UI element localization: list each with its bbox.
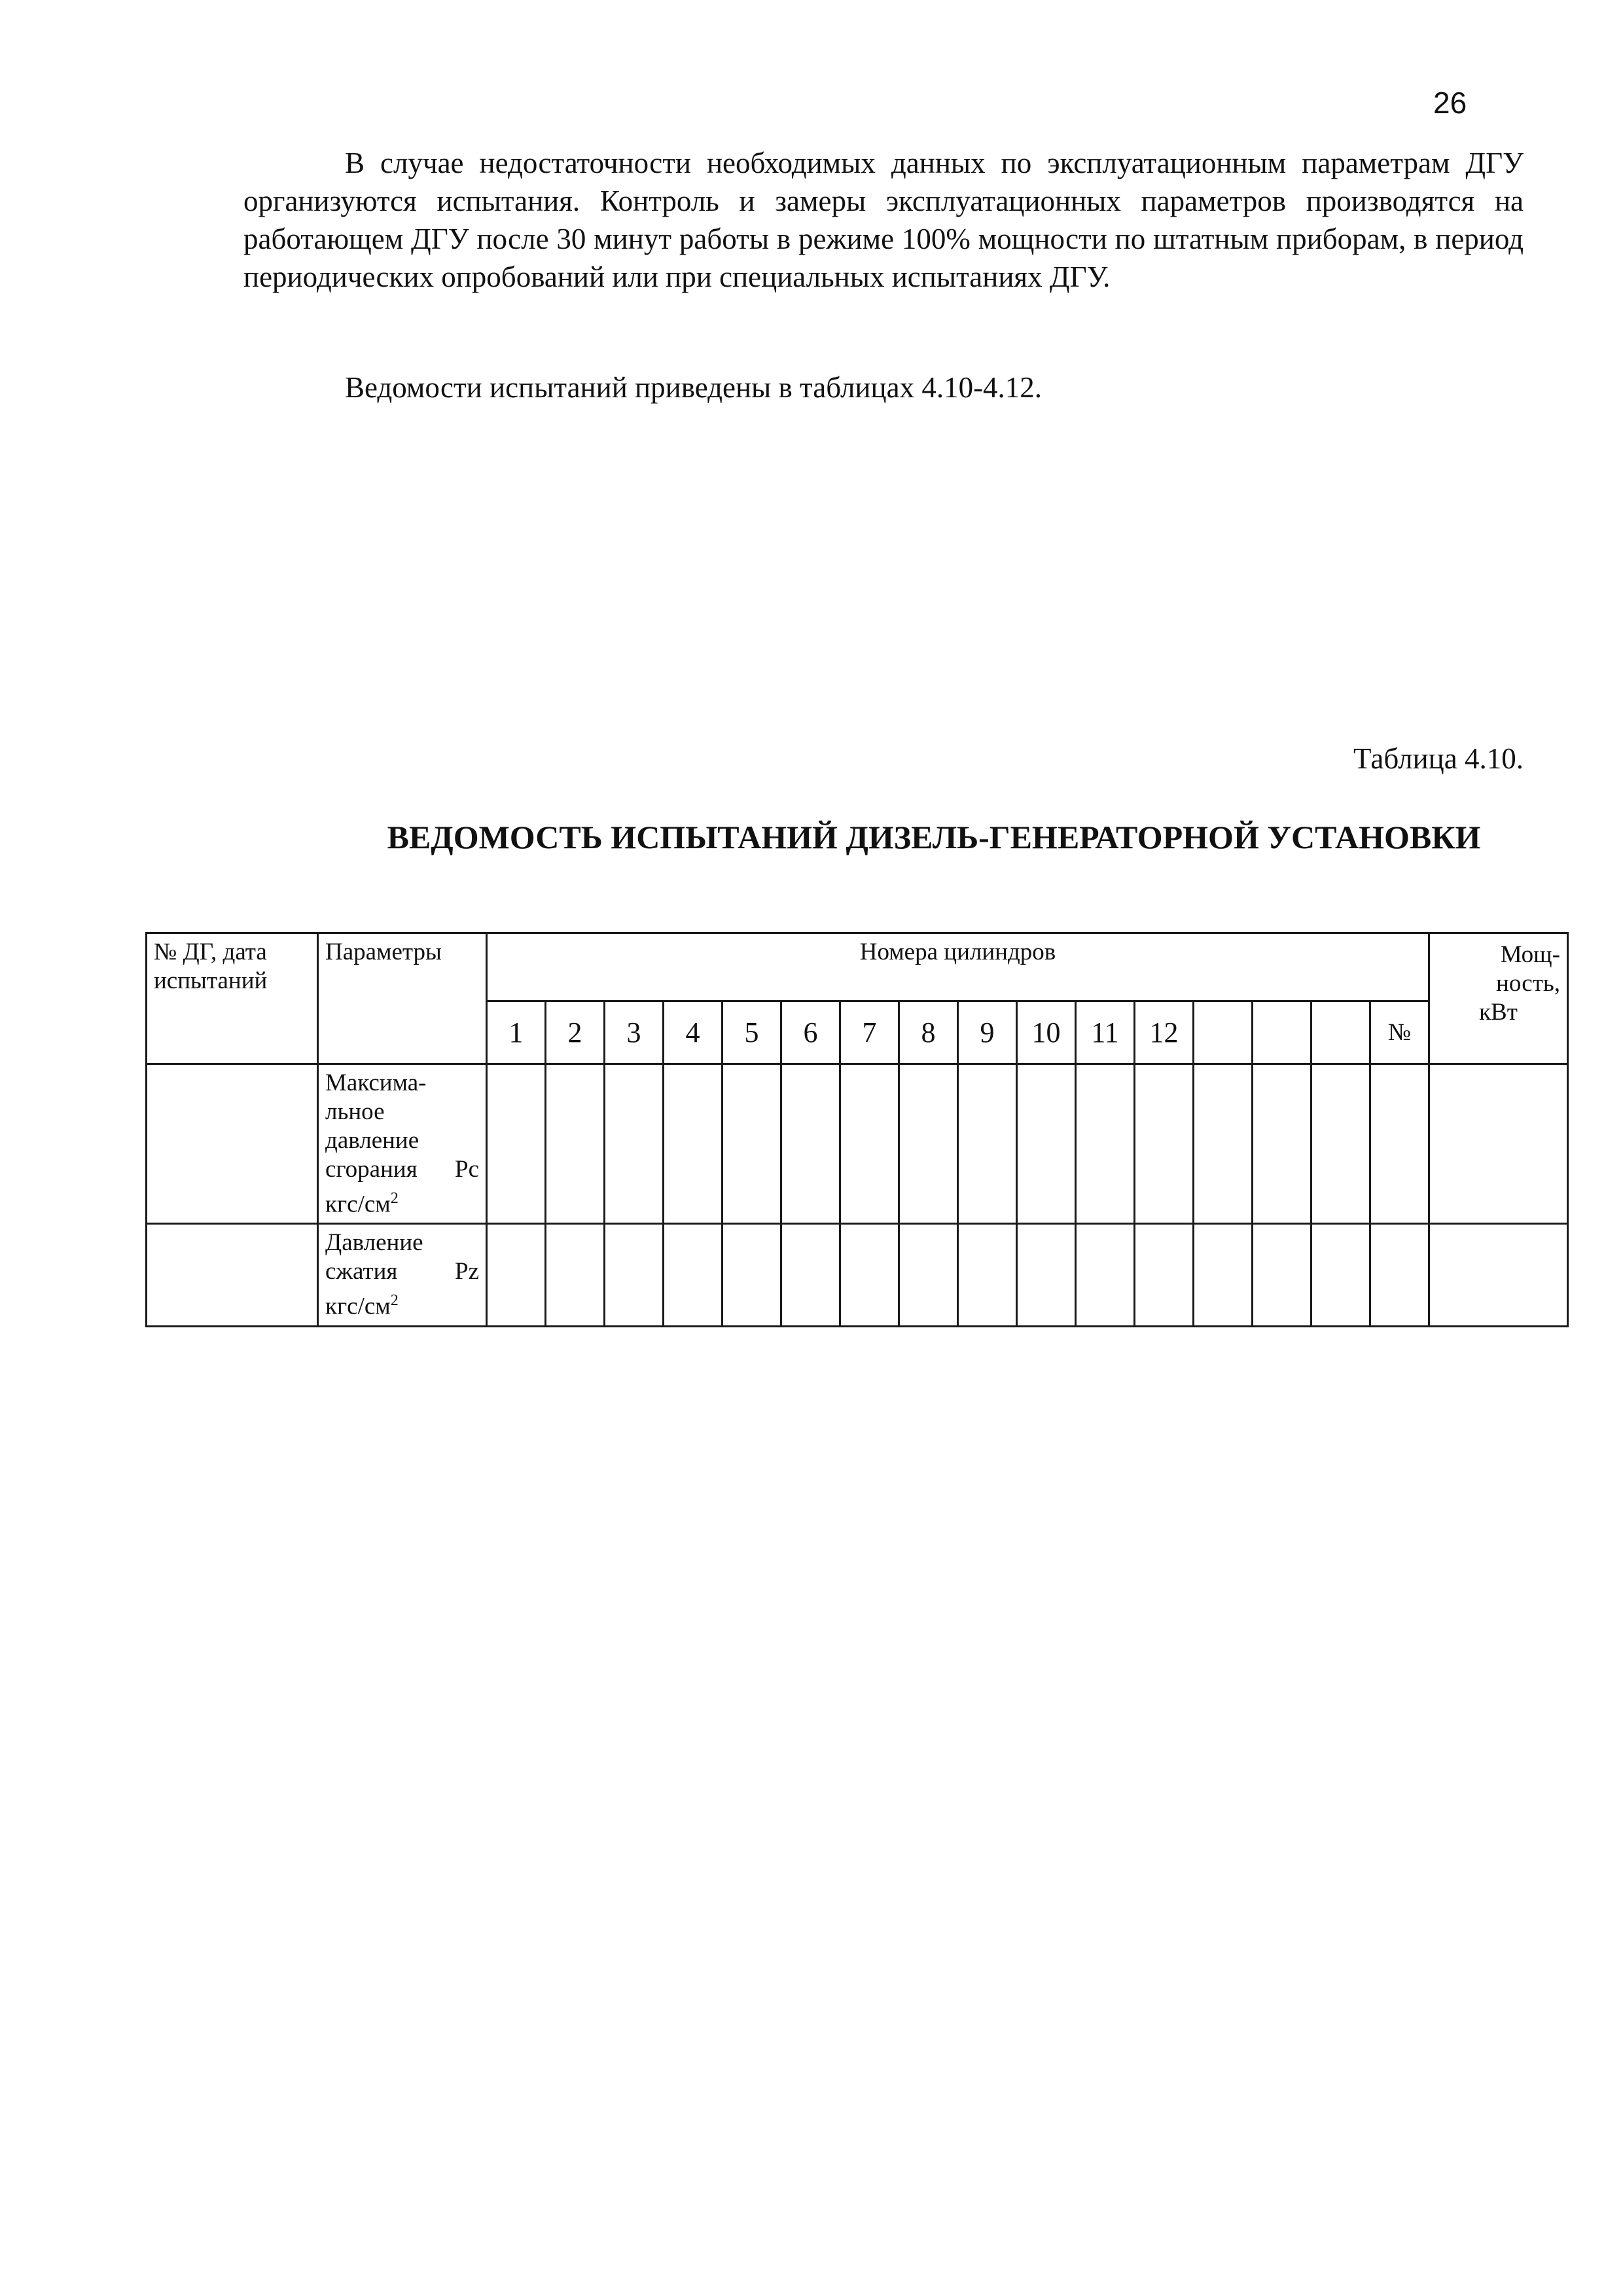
power-cell: [1429, 1224, 1568, 1326]
header-dg-date: № ДГ, дата испытаний: [147, 933, 318, 1064]
param-line: [325, 1155, 479, 1184]
param-text: Рс: [455, 1156, 479, 1183]
param-text: Pz: [455, 1258, 479, 1285]
data-cell: [1370, 1224, 1429, 1326]
table-title: ВЕДОМОСТЬ ИСПЫТАНИЙ ДИЗЕЛЬ-ГЕНЕРАТОРНОЙ УСТАНОВКИ: [387, 819, 1481, 855]
header-power-line1: Мощ-: [1500, 941, 1560, 968]
data-cell: [1311, 1064, 1370, 1224]
param-text: кгс/см: [325, 1191, 391, 1218]
data-cell: [605, 1224, 664, 1326]
data-cell: [1017, 1224, 1076, 1326]
param-line: [325, 1257, 479, 1286]
param-unit: [325, 1286, 479, 1321]
header-parameters: Параметры: [318, 933, 487, 1064]
cylinder-number: 1: [487, 1001, 546, 1064]
data-cell: [605, 1064, 664, 1224]
cylinder-number: 3: [605, 1001, 664, 1064]
cylinder-number: 2: [546, 1001, 605, 1064]
header-power-line2: ность,: [1496, 970, 1560, 997]
data-cell: [722, 1224, 781, 1326]
header-cylinders: Номера цилиндров: [487, 933, 1429, 1001]
cylinder-number: 8: [899, 1001, 958, 1064]
param-text: сгорания: [325, 1156, 418, 1183]
data-cell: [1076, 1224, 1135, 1326]
cylinder-number: [1194, 1001, 1253, 1064]
table-caption: Таблица 4.10.: [1353, 742, 1524, 775]
data-cell: [1194, 1064, 1253, 1224]
parameter-cell: [318, 1224, 487, 1326]
body-paragraph-2: Ведомости испытаний приведены в таблицах 4.10-4.12.: [345, 371, 1043, 404]
data-cell: [1370, 1064, 1429, 1224]
data-cell: [664, 1064, 722, 1224]
param-unit: [325, 1184, 479, 1219]
param-text: льное: [325, 1098, 385, 1125]
data-cell: [487, 1064, 546, 1224]
data-cell: [664, 1224, 722, 1326]
data-cell: [1076, 1064, 1135, 1224]
param-superscript: 2: [390, 1292, 399, 1310]
body-paragraph-1: В случае недостаточности необходимых данных по эксплуатационным параметрам ДГУ организуются испытания. Контроль и замеры эксплуатационных параметров производятся на работающем ДГУ после 30 минут работы в режиме 100% мощности по штатным приборам, в период периодических опробований или при специальных испытаниях ДГУ.: [243, 147, 1524, 293]
data-cell: [1194, 1224, 1253, 1326]
power-cell: [1429, 1064, 1568, 1224]
param-text: давление: [325, 1127, 419, 1154]
data-cell: [1253, 1064, 1311, 1224]
param-superscript: 2: [390, 1190, 399, 1207]
test-record-table: [145, 932, 1569, 1327]
cylinder-number: 7: [840, 1001, 899, 1064]
data-cell: [958, 1064, 1017, 1224]
cylinder-number: 5: [722, 1001, 781, 1064]
data-cell: [781, 1064, 840, 1224]
data-cell: [840, 1224, 899, 1326]
table-row: [147, 1224, 1568, 1326]
cylinder-number: [1311, 1001, 1370, 1064]
data-cell: [546, 1064, 605, 1224]
cylinder-number: 4: [664, 1001, 722, 1064]
data-cell: [722, 1064, 781, 1224]
cylinder-number: №: [1370, 1001, 1429, 1064]
cylinder-number: 12: [1135, 1001, 1194, 1064]
data-cell: [1253, 1224, 1311, 1326]
data-cell: [1311, 1224, 1370, 1326]
data-cell: [781, 1224, 840, 1326]
cylinder-number: 6: [781, 1001, 840, 1064]
data-cell: [840, 1064, 899, 1224]
data-cell: [1135, 1224, 1194, 1326]
page-number: 26: [1433, 86, 1467, 120]
param-text: сжатия: [325, 1258, 398, 1285]
header-power-line3: кВт: [1479, 999, 1518, 1026]
header-power: [1429, 933, 1568, 1064]
data-cell: [899, 1064, 958, 1224]
data-cell: [546, 1224, 605, 1326]
param-text: Давление: [325, 1229, 423, 1257]
data-cell: [1017, 1064, 1076, 1224]
data-cell: [487, 1224, 546, 1326]
data-cell: [899, 1224, 958, 1326]
parameter-cell: [318, 1064, 487, 1224]
cylinder-number: 10: [1017, 1001, 1076, 1064]
table-header-row: [147, 933, 1568, 1001]
param-text: кгс/см: [325, 1293, 391, 1320]
dg-date-cell: [147, 1224, 318, 1326]
cylinder-number: 11: [1076, 1001, 1135, 1064]
param-text: Максима-: [325, 1069, 427, 1096]
cylinder-number: [1253, 1001, 1311, 1064]
data-cell: [958, 1224, 1017, 1326]
dg-date-cell: [147, 1064, 318, 1224]
table-row: [147, 1064, 1568, 1224]
cylinder-number: 9: [958, 1001, 1017, 1064]
data-cell: [1135, 1064, 1194, 1224]
